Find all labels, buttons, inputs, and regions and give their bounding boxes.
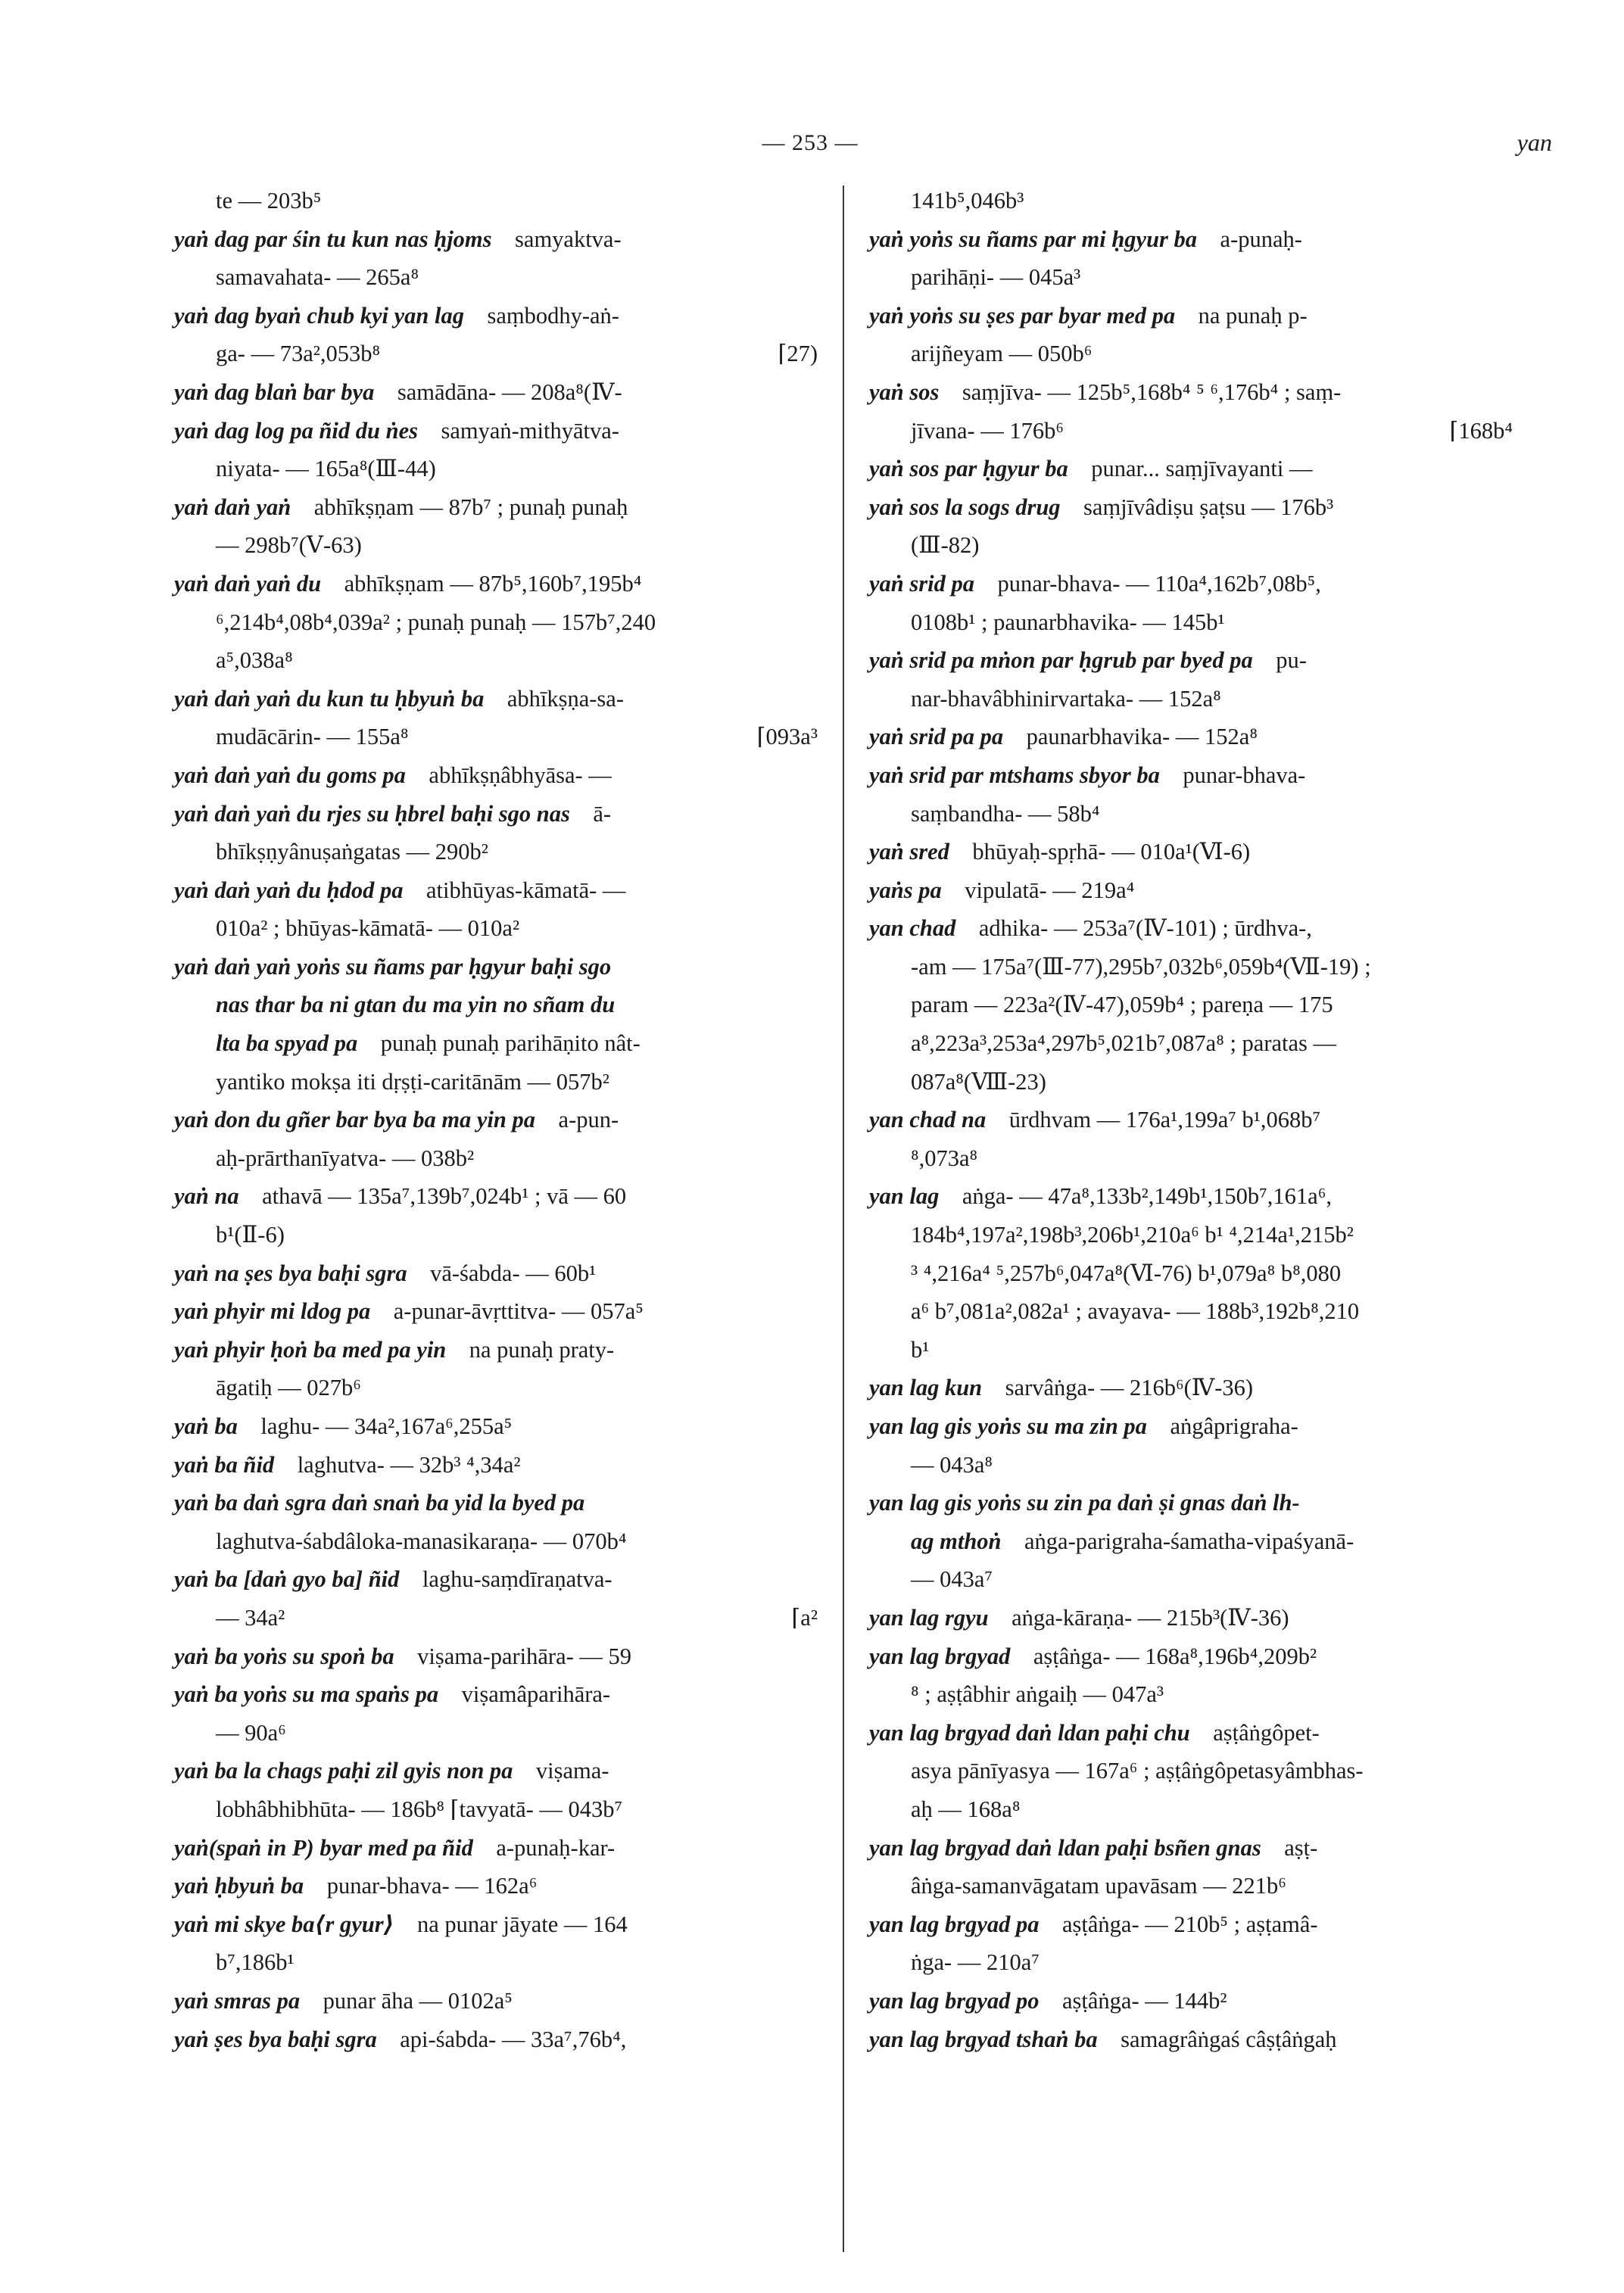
definition-text: saṃjīva- — 125b⁵,168b⁴ ⁵ ⁶,176b⁴ ; saṃ- (962, 379, 1342, 405)
headword: yaṅ daṅ yaṅ (174, 494, 291, 520)
entry-line (174, 1637, 818, 1676)
entry-line (174, 488, 818, 527)
entry-line (174, 680, 818, 718)
definition-text: viṣama-parihāra- — 59 (417, 1643, 632, 1669)
entry-line (869, 373, 1513, 412)
definition-text: abhīkṣṇâbhyāsa- — (429, 762, 612, 788)
entry-line (869, 1292, 1513, 1331)
page-number: — 253 — (762, 130, 859, 155)
definition-text: api-śabda- — 33a⁷,76b⁴, (400, 2026, 627, 2052)
definition-text: ga- — 73a²,053b⁸ (216, 341, 381, 367)
entry-line (869, 1637, 1513, 1676)
headword: yaṅ(spaṅ in P) byar med pa ñid (174, 1834, 473, 1861)
definition-text: nar-bhavâbhinirvartaka- — 152a⁸ (911, 685, 1221, 712)
headword: yan lag brgyad daṅ ldan paḥi chu (869, 1719, 1190, 1746)
definition-text: viṣamâparihāra- (461, 1681, 611, 1708)
headword: nas thar ba ni gtan du ma yin no sñam du (216, 992, 616, 1018)
entry-line (174, 603, 818, 642)
definition-text: samagrâṅgaś câṣṭâṅgaḥ (1121, 2026, 1337, 2052)
headword: yaṅ ba yoṅs su spoṅ ba (174, 1643, 394, 1669)
entry-line (174, 297, 818, 335)
headword: yaṅs pa (869, 877, 942, 903)
headword: ag mthoṅ (911, 1528, 1002, 1554)
headword: yaṅ ba (174, 1413, 238, 1439)
entry-line (869, 948, 1513, 986)
definition-text: saṃbodhy-aṅ- (487, 302, 619, 329)
continuation-marker: ⌈a² (791, 1604, 818, 1631)
entry-line (869, 1905, 1513, 1944)
headword: yan lag brgyad pa (869, 1911, 1040, 1937)
definition-text: (Ⅲ-82) (911, 532, 980, 559)
definition-text: samādāna- — 208a⁸(Ⅳ- (397, 379, 622, 405)
headword: yaṅ yoṅs su ṣes par byar med pa (869, 302, 1176, 329)
headword: yaṅ daṅ yaṅ du rjes su ḥbrel baḥi sgo nas (174, 800, 570, 827)
definition-text: a-pun- (558, 1107, 619, 1133)
definition-text: punaḥ punaḥ parihāṇito nât- (380, 1030, 641, 1057)
entry-line (174, 182, 818, 220)
entry-line (869, 1867, 1513, 1905)
continuation-marker: ⌈27) (778, 341, 818, 367)
definition-text: a⁸,223a³,253a⁴,297b⁵,021b⁷,087a⁸ ; paratas — (911, 1030, 1337, 1057)
definition-text: bhūyaḥ-spṛhā- — 010a¹(Ⅵ-6) (972, 839, 1251, 865)
definition-text: saṃbandha- — 58b⁴ (911, 800, 1100, 827)
definition-text: parihāṇi- — 045a³ (911, 264, 1081, 291)
headword: yaṅ daṅ yaṅ du (174, 570, 322, 597)
headword: yan lag (869, 1183, 940, 1210)
headword: yaṅ ṣes bya baḥi sgra (174, 2026, 377, 2052)
definition-text: atibhūyas-kāmatā- — (426, 877, 626, 903)
entry-line (869, 450, 1513, 488)
entry-line (174, 1254, 818, 1293)
entry-line (869, 1484, 1513, 1522)
headword: yaṅ ba ñid (174, 1451, 275, 1478)
entry-line (869, 1522, 1513, 1561)
definition-text: arijñeyam — 050b⁶ (911, 341, 1093, 367)
definition-text: bhīkṣṇyânuṣaṅgatas — 290b² (216, 839, 488, 865)
entry-line (174, 220, 818, 259)
headword: yan lag brgyad (869, 1643, 1011, 1669)
definition-text: abhīkṣṇa-sa- (507, 685, 624, 712)
headword: yan lag gis yoṅs su ma zin pa (869, 1413, 1147, 1439)
definition-text: aṣṭâṅga- — 144b² (1062, 1987, 1227, 2014)
continuation-marker: ⌈168b⁴ (1449, 417, 1513, 444)
headword: yaṅ daṅ yaṅ du goms pa (174, 762, 406, 788)
definition-text: te — 203b⁵ (216, 188, 322, 213)
entry-line (869, 871, 1513, 910)
definition-text: param — 223a²(Ⅳ-47),059b⁴ ; pareṇa — 175 (911, 992, 1333, 1018)
definition-text: aṅga- — 47a⁸,133b²,149b¹,150b⁷,161a⁶, (962, 1183, 1332, 1210)
definition-text: aṅga-kāraṇa- — 215b³(Ⅳ-36) (1011, 1604, 1289, 1631)
headword: yaṅ ba daṅ sgra daṅ snaṅ ba yid la byed pa (174, 1490, 585, 1516)
entry-line (174, 335, 818, 373)
definition-text: b⁷,186b¹ (216, 1949, 295, 1976)
definition-text: — 043a⁸ (911, 1451, 993, 1478)
entry-line (869, 1216, 1513, 1254)
headword: yaṅ srid par mtshams sbyor ba (869, 762, 1160, 788)
headword: yaṅ ba [daṅ gyo ba] ñid (174, 1566, 400, 1593)
definition-text: ⁶,214b⁴,08b⁴,039a² ; punaḥ punaḥ — 157b⁷,240 (216, 609, 656, 635)
entry-line (869, 1369, 1513, 1407)
entry-line (869, 1752, 1513, 1790)
headword: yan lag rgyu (869, 1604, 989, 1631)
entry-line (174, 1139, 818, 1178)
entry-line (869, 1024, 1513, 1063)
entry-line (174, 1331, 818, 1369)
entry-line (174, 986, 818, 1024)
entry-line (174, 948, 818, 986)
entry-line (174, 756, 818, 795)
definition-text: punar-bhava- — 110a⁴,162b⁷,08b⁵, (997, 570, 1321, 597)
entry-line (869, 1599, 1513, 1637)
headword: yaṅ srid pa (869, 570, 974, 597)
definition-text: âṅga-samanvāgatam upavāsam — 221b⁶ (911, 1873, 1286, 1899)
entry-line (869, 1829, 1513, 1868)
definition-text: 010a² ; bhūyas-kāmatā- — 010a² (216, 915, 520, 942)
running-head: yan (1516, 129, 1552, 156)
entry-line (869, 258, 1513, 297)
entry-line (174, 1522, 818, 1561)
entry-line (174, 373, 818, 412)
definition-text: a-punar-āvṛttitva- — 057a⁵ (393, 1298, 644, 1325)
headword: yaṅ srid pa mṅon par ḥgrub par byed pa (869, 647, 1253, 674)
entry-line (174, 526, 818, 565)
entry-line (174, 258, 818, 297)
definition-text: adhika- — 253a⁷(Ⅳ-101) ; ūrdhva-, (978, 915, 1312, 942)
entry-line (174, 1292, 818, 1331)
definition-text: asya pānīyasya — 167a⁶ ; aṣṭâṅgôpetasyâmbhas- (911, 1758, 1364, 1784)
headword: yaṅ mi skye ba⟨r gyur⟩ (174, 1911, 394, 1937)
definition-text: a-punaḥ-kar- (496, 1834, 616, 1861)
headword: yaṅ phyir ḥoṅ ba med pa yin (174, 1336, 447, 1363)
headword: yaṅ phyir mi ldog pa (174, 1298, 371, 1325)
entry-line (174, 1024, 818, 1063)
headword: yaṅ yoṅs su ñams par mi ḥgyur ba (869, 226, 1198, 252)
entry-line (869, 335, 1513, 373)
entry-line (869, 1790, 1513, 1829)
entry-line (174, 909, 818, 948)
entry-line (869, 1982, 1513, 2020)
entry-line (174, 565, 818, 603)
definition-text: aṣṭâṅga- — 210b⁵ ; aṣṭamâ- (1062, 1911, 1318, 1937)
definition-text: yantiko mokṣa iti dṛṣṭi-caritānām — 057b² (216, 1068, 609, 1095)
definition-text: sarvâṅga- — 216b⁶(Ⅳ-36) (1005, 1375, 1254, 1401)
definition-text: — 043a⁷ (911, 1566, 993, 1593)
definition-text: abhīkṣṇam — 87b⁵,160b⁷,195b⁴ (344, 570, 642, 597)
definition-text: laghu- — 34a²,167a⁶,255a⁵ (260, 1413, 513, 1439)
headword: yaṅ srid pa pa (869, 724, 1004, 750)
headword: yan lag brgyad daṅ ldan paḥi bsñen gnas (869, 1834, 1261, 1861)
entry-line (174, 718, 818, 756)
headword: yaṅ smras pa (174, 1987, 301, 2014)
definition-text: pu- (1276, 647, 1307, 674)
entry-line (869, 718, 1513, 756)
definition-text: aṅgâprigraha- (1170, 1413, 1298, 1439)
definition-text: — 298b⁷(Ⅴ-63) (216, 532, 362, 559)
entry-line (869, 1675, 1513, 1714)
headword: yaṅ sos la sogs drug (869, 494, 1061, 520)
definition-text: punar-bhava- (1183, 762, 1306, 788)
entry-line (869, 565, 1513, 603)
headword: yan lag gis yoṅs su zin pa daṅ ṣi gnas daṅ lh- (869, 1490, 1300, 1516)
entry-line (869, 412, 1513, 450)
definition-text: samyaktva- (515, 226, 622, 252)
definition-text: ⁸ ; aṣṭâbhir aṅgaiḥ — 047a³ (911, 1681, 1164, 1708)
definition-text: aḥ-prārthanīyatva- — 038b² (216, 1145, 475, 1171)
headword: yaṅ dag byaṅ chub kyi yan lag (174, 302, 464, 329)
entry-line (869, 1101, 1513, 1139)
headword: yaṅ don du gñer bar bya ba ma yin pa (174, 1107, 536, 1133)
entry-line (869, 986, 1513, 1024)
definition-text: lobhâbhibhūta- — 186b⁸ ⌈tavyatā- — 043b⁷ (216, 1796, 623, 1822)
definition-text: punar-bhava- — 162a⁶ (326, 1873, 538, 1899)
headword: yaṅ daṅ yaṅ du kun tu ḥbyuṅ ba (174, 685, 485, 712)
entry-line (174, 412, 818, 450)
entry-line (174, 871, 818, 910)
definition-text: vā-śabda- — 60b¹ (430, 1260, 597, 1286)
headword: yaṅ daṅ yaṅ du ḥdod pa (174, 877, 404, 903)
entry-line (869, 680, 1513, 718)
definition-text: laghutva- — 32b³ ⁴,34a² (297, 1451, 521, 1478)
entry-line (174, 1599, 818, 1637)
definition-text: 0108b¹ ; paunarbhavika- — 145b¹ (911, 609, 1225, 635)
definition-text: paunarbhavika- — 152a⁸ (1026, 724, 1258, 750)
entry-line (174, 1560, 818, 1599)
entry-line (174, 1790, 818, 1829)
definition-text: 087a⁸(Ⅷ-23) (911, 1068, 1046, 1095)
column-divider (843, 185, 844, 2252)
entry-line (869, 2020, 1513, 2059)
headword: yan lag brgyad po (869, 1987, 1040, 2014)
definition-text: na punaḥ p- (1198, 302, 1308, 329)
definition-text: a⁵,038a⁸ (216, 647, 293, 674)
definition-text: samyaṅ-mithyātva- (441, 417, 619, 444)
entry-line (174, 1216, 818, 1254)
headword: yaṅ dag log pa ñid du ṅes (174, 417, 418, 444)
definition-text: -am — 175a⁷(Ⅲ-77),295b⁷,032b⁶,059b⁴(Ⅶ-19) ; (911, 953, 1371, 980)
headword: yaṅ ba la chags paḥi zil gyis non pa (174, 1758, 513, 1784)
headword: yan lag brgyad tshaṅ ba (869, 2026, 1098, 2052)
entry-line (869, 833, 1513, 871)
entry-line (174, 833, 818, 871)
definition-text: laghu-saṃdīraṇatva- (422, 1566, 613, 1593)
definition-text: ³ ⁴,216a⁴ ⁵,257b⁶,047a⁸(Ⅵ-76) b¹,079a⁸ b⁸,080 (911, 1260, 1342, 1286)
headword: yan lag kun (869, 1375, 983, 1401)
headword: yan chad (869, 915, 956, 942)
headword: yan chad na (869, 1107, 987, 1133)
definition-text: aṣṭâṅga- — 168a⁸,196b⁴,209b² (1033, 1643, 1317, 1669)
definition-text: — 90a⁶ (216, 1719, 286, 1746)
headword: yaṅ sos par ḥgyur ba (869, 456, 1068, 482)
entry-line (174, 1177, 818, 1216)
entry-line (174, 1446, 818, 1485)
definition-text: aṣṭâṅgôpet- (1213, 1719, 1320, 1746)
definition-text: āgatiḥ — 027b⁶ (216, 1375, 361, 1401)
definition-text: ⁸,073a⁸ (911, 1145, 978, 1171)
entry-line (869, 1254, 1513, 1293)
definition-text: laghutva-śabdâloka-manasikaraṇa- — 070b⁴ (216, 1528, 627, 1554)
entry-line (869, 182, 1513, 220)
definition-text: — 34a² (216, 1604, 285, 1631)
entry-line (869, 1331, 1513, 1369)
definition-text: abhīkṣṇam — 87b⁷ ; punaḥ punaḥ (313, 494, 628, 520)
entry-line (174, 1829, 818, 1868)
headword: yaṅ dag blaṅ bar bya (174, 379, 375, 405)
headword: yaṅ na ṣes bya baḥi sgra (174, 1260, 407, 1286)
entry-line (174, 795, 818, 833)
entry-line (869, 909, 1513, 948)
entry-line (174, 1714, 818, 1752)
left-column (174, 182, 818, 2058)
definition-text: ā- (593, 800, 612, 827)
entry-line (869, 1407, 1513, 1446)
headword: lta ba spyad pa (216, 1030, 358, 1057)
entry-line (869, 1139, 1513, 1178)
entry-line (174, 1063, 818, 1101)
entry-line (869, 641, 1513, 680)
entry-line (869, 526, 1513, 565)
headword: yaṅ ba yoṅs su ma spaṅs pa (174, 1681, 439, 1708)
definition-text: samavahata- — 265a⁸ (216, 264, 419, 291)
definition-text: punar... saṃjīvayanti — (1091, 456, 1313, 482)
entry-line (174, 1101, 818, 1139)
entry-line (174, 2020, 818, 2059)
definition-text: b¹(Ⅱ-6) (216, 1222, 285, 1248)
entry-line (869, 1560, 1513, 1599)
definition-text: ṅga- — 210a⁷ (911, 1949, 1040, 1976)
entry-line (869, 756, 1513, 795)
entry-line (869, 297, 1513, 335)
definition-text: aṣṭ- (1284, 1834, 1318, 1861)
entry-line (869, 488, 1513, 527)
definition-text: punar āha — 0102a⁵ (323, 1987, 513, 2014)
definition-text: saṃjīvâdiṣu ṣaṭsu — 176b³ (1083, 494, 1334, 520)
entry-line (174, 1675, 818, 1714)
entry-line (174, 1369, 818, 1407)
entry-line (869, 1177, 1513, 1216)
right-column (869, 182, 1513, 2058)
headword: yaṅ sos (869, 379, 940, 405)
entry-line (174, 1943, 818, 1982)
definition-text: na punaḥ praty- (469, 1336, 615, 1363)
definition-text: na punar jāyate — 164 (417, 1911, 628, 1937)
entry-line (869, 1943, 1513, 1982)
headword: yaṅ na (174, 1183, 239, 1210)
entry-line (174, 1905, 818, 1944)
definition-text: viṣama- (535, 1758, 609, 1784)
definition-text: jīvana- — 176b⁶ (911, 417, 1064, 444)
entry-line (174, 450, 818, 488)
entry-line (174, 1982, 818, 2020)
definition-text: b¹ (911, 1336, 930, 1363)
entry-line (174, 1867, 818, 1905)
definition-text: athavā — 135a⁷,139b⁷,024b¹ ; vā — 60 (262, 1183, 627, 1210)
definition-text: aṅga-parigraha-śamatha-vipaśyanā- (1024, 1528, 1354, 1554)
definition-text: aḥ — 168a⁸ (911, 1796, 1021, 1822)
continuation-marker: ⌈093a³ (756, 724, 818, 750)
definition-text: niyata- — 165a⁸(Ⅲ-44) (216, 456, 436, 482)
definition-text: vipulatā- — 219a⁴ (965, 877, 1135, 903)
entry-line (174, 641, 818, 680)
headword: yaṅ dag par śin tu kun nas ḥjoms (174, 226, 492, 252)
entry-line (174, 1484, 818, 1522)
entry-line (869, 1714, 1513, 1752)
headword: yaṅ ḥbyuṅ ba (174, 1873, 304, 1899)
definition-text: 184b⁴,197a²,198b³,206b¹,210a⁶ b¹ ⁴,214a¹,215b² (911, 1222, 1354, 1248)
entry-line (869, 1063, 1513, 1101)
definition-text: ūrdhvam — 176a¹,199a⁷ b¹,068b⁷ (1008, 1107, 1321, 1133)
headword: yaṅ daṅ yaṅ yoṅs su ñams par ḥgyur baḥi sgo (174, 953, 612, 980)
entry-line (174, 1407, 818, 1446)
entry-line (869, 795, 1513, 833)
entry-line (869, 1446, 1513, 1485)
entry-line (869, 603, 1513, 642)
definition-text: a⁶ b⁷,081a²,082a¹ ; avayava- — 188b³,192b⁸,210 (911, 1298, 1360, 1325)
headword: yaṅ sred (869, 839, 949, 865)
entry-line (174, 1752, 818, 1790)
definition-text: a-punaḥ- (1220, 226, 1302, 252)
definition-text: mudācārin- — 155a⁸ (216, 724, 409, 750)
definition-text: 141b⁵,046b³ (911, 188, 1024, 213)
entry-line (869, 220, 1513, 259)
